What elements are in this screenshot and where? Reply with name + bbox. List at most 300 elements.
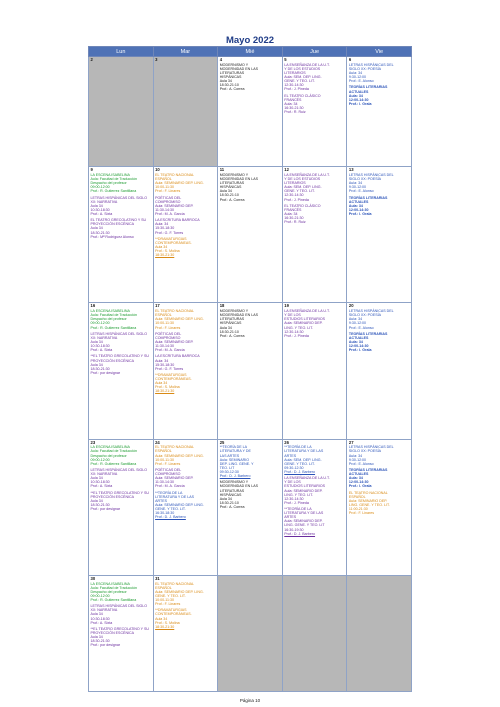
course-line: 10:00-11:30 xyxy=(155,185,175,190)
course-line: LETRAS HISPÁNICAS DEL xyxy=(348,62,394,67)
course-line: Aula: SEMINARIO xyxy=(219,457,250,462)
course-line: ESPAÑOL xyxy=(155,177,172,182)
day-number: 4 xyxy=(219,57,223,62)
course-line: Aula: 34 xyxy=(284,212,298,216)
course-line: Prof.: I. Grala xyxy=(348,212,372,216)
course-line: HISPÁNICAS xyxy=(219,321,242,326)
course-line: Prof.: R. Ruiz xyxy=(284,220,306,225)
course-line: **TEORÍA DE LA xyxy=(284,507,312,512)
course-line: **EL TEATRO GRECOLATINO Y SU xyxy=(90,626,149,631)
course-entry xyxy=(155,218,216,234)
course-line: CONTEMPORÁNEAS. xyxy=(155,377,192,382)
course-line: EL TEATRO GRECOLATINO Y SU xyxy=(90,218,147,223)
course-line: 10:30-18:30 xyxy=(90,616,110,621)
course-line: 12:30-14:30 xyxy=(284,83,304,88)
course-line: Prof.: D. J. Barbero xyxy=(284,469,316,474)
course-line: 15:30-18:30 xyxy=(155,362,175,367)
course-line: Aula 34 xyxy=(90,362,103,367)
course-line: PROYECCIÓN ESCÉNICA xyxy=(90,630,135,635)
course-line: Prof.: F. Linares xyxy=(155,461,181,466)
day-cell xyxy=(89,575,154,691)
course-line: 18:30-21:10 xyxy=(219,83,239,88)
course-line: 10:30-18:30 xyxy=(90,207,110,212)
week-row xyxy=(89,575,412,691)
course-line: 10:30-18:30 xyxy=(90,344,110,349)
course-line: Prof.: A. Correa xyxy=(219,333,245,338)
day-cell-empty xyxy=(282,575,347,691)
course-line: ESPAÑOL xyxy=(348,494,366,499)
course-line: HISPÁNICAS xyxy=(219,75,242,80)
day-cell-empty xyxy=(218,575,283,691)
course-line: 12:30-14:30 xyxy=(284,329,304,334)
course-line: ACTUALES xyxy=(348,199,369,204)
course-line: Aula 34 xyxy=(90,203,103,208)
course-line: LAS ARTES xyxy=(219,453,240,458)
course-line: ARTES xyxy=(284,515,297,520)
course-line: Despacho del profesor xyxy=(90,317,127,322)
course-line: 12:30-14:30 xyxy=(284,496,304,501)
day-cell xyxy=(282,167,347,303)
course-line: Aula 34 xyxy=(155,381,168,386)
weekday-header-row xyxy=(89,47,412,57)
course-line: 9:30-12:00 xyxy=(348,75,367,80)
course-entry xyxy=(349,85,410,105)
course-line: 11:30-14:30 xyxy=(155,480,175,485)
day-number: 23 xyxy=(90,439,96,445)
course-line: LETRAS HISPÁNICAS DEL SIGLO xyxy=(90,195,148,200)
course-line: Prof.: D. J. Barbero xyxy=(219,474,251,479)
course-line: LING. GENE. Y TEO. LIT. xyxy=(348,502,390,507)
course-line: Prof.: M. A. García xyxy=(155,484,185,489)
course-entry xyxy=(220,445,281,478)
course-line: Aula 34 xyxy=(90,612,103,617)
day-number: 13 xyxy=(348,167,354,173)
day-number: 10 xyxy=(155,167,160,173)
course-line: 10:00-11:30 xyxy=(155,321,175,326)
course-line: Aula: SEMINARIO DEP. xyxy=(284,488,323,493)
course-line: EL TEATRO NACIONAL xyxy=(155,581,194,586)
course-line: POÉTICAS DEL xyxy=(155,331,182,336)
course-entry xyxy=(91,173,152,193)
course-line: LING. Y TEO. LIT. xyxy=(284,492,314,497)
weekday-header: Jue xyxy=(282,47,347,57)
course-line: ACTUALES xyxy=(348,472,369,477)
course-line: Aula: SEMINARIO DEP. xyxy=(284,321,323,326)
course-line: Prof.: F. Linares xyxy=(155,325,181,330)
course-line: 12:00-14:30 xyxy=(348,480,369,485)
course-entry xyxy=(284,173,345,202)
course-line: EL TEATRO NACIONAL xyxy=(155,172,194,177)
day-cell xyxy=(347,167,412,303)
course-line: ARTES xyxy=(155,498,168,503)
course-line: Prof.: D. J. Barbero xyxy=(155,515,186,520)
course-line: Aula 34 xyxy=(90,498,103,503)
course-line: 9:30-12:00 xyxy=(348,185,367,190)
course-line: TEORÍAS LITERARIAS xyxy=(348,195,388,200)
course-line: Aula: Facultad de Traducción xyxy=(90,313,138,318)
course-line: LETRAS HISPÁNICAS DEL xyxy=(348,309,394,314)
calendar-grid xyxy=(88,46,412,692)
course-entry xyxy=(155,309,216,329)
course-line: **DRAMATURGIAS xyxy=(155,236,187,241)
course-line: POÉTICAS DEL xyxy=(155,468,182,473)
course-line: Aula 34 xyxy=(90,226,103,231)
course-line: MODERNISMO Y xyxy=(219,172,249,177)
course-line: Prof.: R. Gutierrez Santillana xyxy=(90,189,137,194)
course-line: GENE. Y TEO. LIT. xyxy=(155,593,186,598)
course-line: Prof.: G. F. Torres xyxy=(155,230,184,235)
course-line: XX: NARRATIVA xyxy=(90,472,118,477)
course-line: XX: NARRATIVA xyxy=(90,199,118,204)
course-entry xyxy=(91,218,152,238)
course-line: SIGLO XX: POESÍA xyxy=(348,313,382,318)
course-line: Aula: 34 xyxy=(348,181,363,186)
day-cell-empty xyxy=(153,57,218,167)
course-line: MODERNISMO Y xyxy=(219,62,249,67)
course-entry xyxy=(220,63,281,92)
course-line: LA ENSEÑANZA DE LA U.T. xyxy=(284,62,330,67)
course-line: 09:30-12:30 xyxy=(219,469,239,474)
course-entry xyxy=(349,63,410,83)
course-entry xyxy=(155,173,216,193)
course-entry xyxy=(284,63,345,92)
course-entry xyxy=(220,480,281,509)
course-line: LING. Y TEO. LIT. xyxy=(284,325,314,330)
course-line: Aula 34 xyxy=(90,635,103,640)
course-line: Despacho del profesor xyxy=(90,453,127,458)
course-line: 09:00-12:00 xyxy=(90,457,110,462)
course-line: 10:00-11:30 xyxy=(155,457,175,462)
course-line: 11:00-21:30 xyxy=(348,507,368,512)
course-line: **DRAMATURGIAS xyxy=(155,373,187,378)
course-line: EL TEATRO NACIONAL xyxy=(348,490,388,495)
course-line: Aula: 34 xyxy=(348,476,363,481)
course-line: Prof.: R. Ruiz xyxy=(284,110,306,115)
course-line: 12:00-14:30 xyxy=(348,344,369,349)
course-line: ACTUALES xyxy=(348,335,369,340)
course-line: 11:30-14:30 xyxy=(155,207,175,212)
course-line: Prof.: J. Pineda xyxy=(284,333,309,338)
course-line: Prof.: E. Alonso xyxy=(348,325,374,330)
day-cell-empty xyxy=(89,57,154,167)
course-line: LITERARIOS xyxy=(284,181,306,186)
course-entry xyxy=(284,507,345,536)
course-entry xyxy=(284,309,345,338)
course-line: 16:30-21:30 xyxy=(284,216,304,221)
course-line: Aula: 34 xyxy=(348,93,363,98)
course-line: Prof.: I. Grala xyxy=(348,101,372,106)
course-entry xyxy=(284,445,345,474)
course-line: Aula: SEMINARIO DEP. xyxy=(155,476,194,481)
course-line: **TEORÍA DE LA xyxy=(155,490,183,495)
course-line: Prof.: J. Pineda xyxy=(284,500,309,505)
course-line: Prof.: A. Sixta xyxy=(90,484,113,489)
day-cell xyxy=(153,303,218,439)
course-line: POÉTICAS DEL xyxy=(155,195,182,200)
course-line: Prof.: F. Linares xyxy=(155,189,181,194)
course-line: **TEORÍA DE LA xyxy=(284,445,312,450)
course-line: Aula: SEMINARIO DEP. LING. xyxy=(155,589,204,594)
course-line: Aula: 34 xyxy=(348,340,363,345)
course-line: LITERATURAS xyxy=(219,181,245,186)
course-line: Aula: SEM. DEP. LING. xyxy=(284,75,322,80)
course-line: **EL TEATRO GRECOLATINO Y SU xyxy=(90,490,149,495)
day-cell xyxy=(282,303,347,439)
course-line: MODERNISMO Y xyxy=(219,480,249,485)
course-line: HISPÁNICAS xyxy=(219,492,242,497)
course-line: Aula: SEMINARIO DEP. xyxy=(348,498,388,503)
course-line: LA ESCENA ISABELINA xyxy=(90,445,130,450)
course-entry xyxy=(91,604,152,624)
course-entry xyxy=(91,354,152,374)
course-entry xyxy=(155,491,216,520)
day-cell xyxy=(153,167,218,303)
course-line: Aula 34 xyxy=(90,340,103,345)
week-row xyxy=(89,167,412,303)
course-line: 18:30-21:10 xyxy=(219,329,239,334)
course-line: Prof.: S. Molina xyxy=(155,620,180,625)
course-line: Aula: SEMINARIO DEP. LING. xyxy=(155,317,204,322)
course-line: TEORÍAS LITERARIAS xyxy=(348,331,388,336)
course-entry xyxy=(349,173,410,193)
course-line: 16:30-19:30 xyxy=(284,527,304,532)
course-line: Y DE LOS xyxy=(284,480,301,485)
day-number: 31 xyxy=(155,575,160,581)
course-line: Aula: 34 xyxy=(348,70,363,75)
course-line: COMPROMISO xyxy=(155,335,181,340)
course-line: Prof.: M. A. García xyxy=(155,212,185,216)
course-line: LITERATURA Y DE LAS xyxy=(284,511,324,516)
course-line: Prof.: F. Linares xyxy=(155,602,181,607)
course-line: Aula: SEM. DEP. LING. xyxy=(284,457,322,462)
course-line: Prof.: S. Molina xyxy=(155,385,180,390)
course-line: ESPAÑOL xyxy=(155,585,172,590)
day-number: 20 xyxy=(348,303,354,309)
day-number: 18 xyxy=(219,303,225,309)
course-line: 11:30-14:30 xyxy=(155,344,175,349)
course-line: **EL TEATRO GRECOLATINO Y SU xyxy=(90,354,149,359)
course-line: Prof.: A. Correa xyxy=(219,504,245,509)
course-line: GENE. Y TEO. LIT. xyxy=(284,79,315,84)
course-line: LA ENSEÑANZA DE LA U.T. xyxy=(284,309,330,314)
day-cell xyxy=(282,57,347,167)
day-number: 19 xyxy=(284,303,289,309)
course-line: Aula: SEMINARIO DEP. LING. xyxy=(155,453,204,458)
course-line: LING. GENE. Y TEO. LIT xyxy=(284,523,325,528)
course-entry xyxy=(349,468,410,488)
course-line: 18:30-21:30 xyxy=(155,389,175,394)
course-entry xyxy=(155,468,216,488)
page-footer: Página 10 xyxy=(239,698,261,703)
course-entry xyxy=(349,309,410,329)
course-entry xyxy=(91,332,152,352)
course-line: XX: NARRATIVA xyxy=(90,335,118,340)
course-entry xyxy=(91,196,152,216)
course-line: 09:30-12:30 xyxy=(284,465,304,470)
day-cell xyxy=(89,439,154,575)
day-number: 3 xyxy=(155,57,158,62)
day-cell xyxy=(89,167,154,303)
course-line: LA ESCRITURA BARROCA xyxy=(155,354,200,359)
course-line: Prof.: A. Sixta xyxy=(90,620,113,625)
course-line: ESTUDIOS LITERARIOS xyxy=(284,317,326,322)
day-number: 27 xyxy=(348,439,354,445)
weekday-header: Vie xyxy=(347,47,412,57)
day-number: 5 xyxy=(284,57,287,62)
course-entry xyxy=(155,445,216,465)
course-line: FRANCÉS xyxy=(284,207,302,212)
course-line: Y DE LOS xyxy=(284,313,301,318)
course-line: Prof.: R. Gutierrez Santillana xyxy=(90,597,137,602)
course-line: Prof.: A. Correa xyxy=(219,87,245,92)
course-line: Prof.: G. F. Torres xyxy=(155,366,184,371)
course-entry xyxy=(349,491,410,516)
course-line: LETRAS HISPÁNICAS DEL xyxy=(348,172,394,177)
day-cell xyxy=(347,57,412,167)
course-line: LITERATURA Y DE LAS xyxy=(284,449,324,454)
day-cell xyxy=(218,439,283,575)
course-line: Prof.: R. Gutierrez Santillana xyxy=(90,325,137,330)
day-number: 6 xyxy=(348,57,352,62)
course-line: 18:30-21:30 xyxy=(90,639,110,644)
course-line: Aula 34 xyxy=(219,325,232,330)
course-entry xyxy=(349,332,410,352)
course-line: Prof.: I. Grala xyxy=(348,484,372,489)
course-line: PROYECCIÓN ESCÉNICA xyxy=(90,222,135,227)
course-line: TEORÍAS LITERARIAS xyxy=(348,85,388,90)
course-line: ACTUALES xyxy=(348,89,369,94)
course-entry xyxy=(349,196,410,216)
course-line: ESPAÑOL xyxy=(155,313,172,318)
course-line: EL TEATRO CLÁSICO xyxy=(284,203,321,208)
course-line: SIGLO XX: POESÍA xyxy=(348,449,382,454)
course-line: **TEORÍA DE LA xyxy=(219,445,248,450)
course-line: LITERATURA Y DE xyxy=(219,449,251,454)
day-number: 25 xyxy=(219,439,225,445)
course-line: MODERNIDAD EN LAS xyxy=(219,484,259,489)
course-line: GENE. Y TEO. LIT. xyxy=(155,507,186,512)
course-line: 18:30-21:30 xyxy=(155,253,175,258)
week-row xyxy=(89,439,412,575)
course-line: SIGLO XX: POESÍA xyxy=(348,66,382,71)
course-line: Aula: 34 xyxy=(348,317,363,322)
course-line: Aula: Facultad de Traducción xyxy=(90,177,138,182)
course-entry xyxy=(220,173,281,202)
course-line: Aula: SEM. DEP. LING. xyxy=(284,185,322,190)
course-line: Prof.: J. Pineda xyxy=(284,197,309,202)
course-entry xyxy=(155,582,216,607)
course-line: Prof.: F. Linares xyxy=(348,511,375,516)
course-line: 18:30-21:30 xyxy=(90,366,110,371)
course-line: EL TEATRO NACIONAL xyxy=(155,445,194,450)
course-entry xyxy=(91,445,152,465)
course-line: MODERNIDAD EN LAS xyxy=(219,177,259,182)
day-number: 30 xyxy=(90,575,96,581)
course-entry xyxy=(220,309,281,338)
course-line: PROYECCIÓN ESCÉNICA xyxy=(90,494,135,499)
week-row xyxy=(89,57,412,167)
day-cell xyxy=(347,439,412,575)
course-line: 10:30-18:30 xyxy=(90,480,110,485)
course-line: LA ENSEÑANZA DE LA U.T. xyxy=(284,476,330,481)
course-line: Aula 34 xyxy=(219,496,232,501)
course-line: 09:00-12:00 xyxy=(90,321,110,326)
course-line: GENE. Y TEO. LIT. xyxy=(284,189,315,194)
day-cell xyxy=(89,303,154,439)
course-line: MODERNIDAD EN LAS xyxy=(219,66,259,71)
course-line: Aula 34 xyxy=(219,189,232,194)
course-line: 09:00-12:00 xyxy=(90,593,110,598)
course-line: MODERNIDAD EN LAS xyxy=(219,313,259,318)
course-line: 09:00-12:00 xyxy=(90,185,110,190)
course-line: Y DE LOS ESTUDIOS xyxy=(284,66,321,71)
course-line: Aula: 34 xyxy=(284,101,298,106)
course-entry xyxy=(155,354,216,370)
course-line: FRANCÉS xyxy=(284,97,302,102)
course-entry xyxy=(284,204,345,224)
course-entry xyxy=(91,309,152,329)
course-line: LA ESCRITURA BARROCA xyxy=(155,218,200,223)
course-line: 16:30-21:30 xyxy=(284,105,304,110)
course-line: Aula: SEMINARIO DEP. LING. xyxy=(155,502,204,507)
course-line: Aula: 34 xyxy=(348,453,363,458)
course-line: Prof.: I. Grala xyxy=(348,348,372,353)
course-line: TEO. LIT xyxy=(219,465,235,470)
course-line: LA ESCENA ISABELINA xyxy=(90,172,130,177)
course-line: GENE. Y TEO. LIT. xyxy=(284,461,315,466)
course-line: LETRAS HISPÁNICAS DEL SIGLO xyxy=(90,331,148,336)
course-line: Prof.: Mª Rodríguez Alonso xyxy=(90,234,134,239)
course-line: XX: NARRATIVA xyxy=(90,608,118,613)
course-line: Aula 34 xyxy=(219,79,232,84)
course-line: LA ESCENA ISABELINA xyxy=(90,309,130,314)
course-line: Aula: 34 xyxy=(155,358,169,363)
day-cell xyxy=(153,575,218,691)
course-line: 18:30-21:10 xyxy=(219,193,239,198)
course-line: SIGLO XX: POESÍA xyxy=(348,177,382,182)
course-entry xyxy=(91,491,152,511)
course-line: ESPAÑOL xyxy=(155,449,172,454)
page-title: Mayo 2022 xyxy=(225,35,275,46)
course-line: 10:00-11:30 xyxy=(155,597,175,602)
course-line: LA ENSEÑANZA DE LA U.T. xyxy=(284,172,330,177)
course-line: 18:30-21:30 xyxy=(90,230,110,235)
day-number: 12 xyxy=(284,167,289,173)
weekday-header: Mié xyxy=(218,47,283,57)
course-line: Aula: 34 xyxy=(348,203,363,208)
course-entry xyxy=(155,373,216,393)
course-line: Despacho del profesor xyxy=(90,181,127,186)
course-line: Aula 34 xyxy=(155,616,168,621)
course-line: LITERATURAS xyxy=(219,488,245,493)
course-line: Prof.: E. Alonso xyxy=(348,79,374,84)
course-entry xyxy=(349,445,410,465)
course-line: LITERARIOS xyxy=(284,70,306,75)
day-number: 11 xyxy=(219,167,225,173)
day-cell xyxy=(282,439,347,575)
course-line: PROYECCIÓN ESCÉNICA xyxy=(90,358,135,363)
day-number: 9 xyxy=(90,167,93,173)
weekday-header: Mar xyxy=(153,47,218,57)
day-number: 17 xyxy=(155,303,160,309)
course-line: ARTES xyxy=(284,453,297,458)
course-line: Aula: 34 xyxy=(155,222,169,227)
course-line: Prof.: A. Sixta xyxy=(90,212,113,216)
course-line: 9:30-12:00 xyxy=(348,321,367,326)
day-cell xyxy=(218,167,283,303)
course-line: EL TEATRO NACIONAL xyxy=(155,309,194,314)
course-line: MODERNISMO Y xyxy=(219,309,249,314)
